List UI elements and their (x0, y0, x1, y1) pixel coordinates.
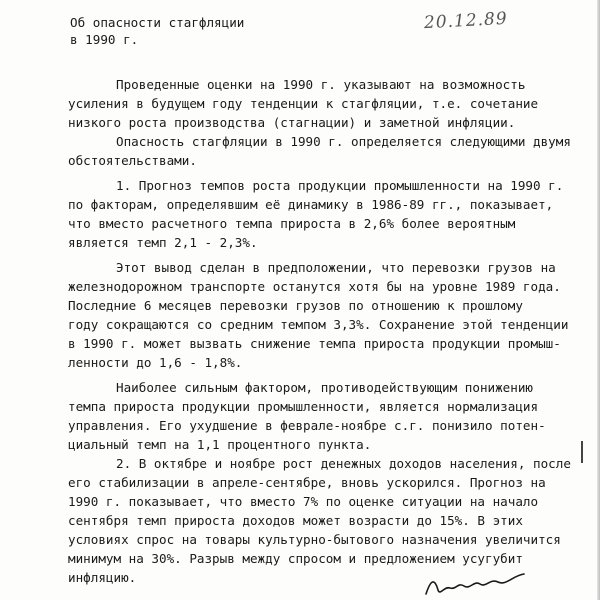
text-line: темпа прироста продукции промышленности, является нормализация (68, 399, 539, 414)
text-line: минимум на 30%. Разрыв между спросом и предложением усугубит (68, 551, 523, 566)
title-line-1: Об опасности стагфляции (70, 15, 245, 30)
text-line: 1. Прогноз темпов роста продукции промышленности на 1990 г. (116, 178, 564, 193)
handwritten-date: 20.12.89 (423, 8, 509, 34)
paragraph-5 (68, 378, 596, 454)
paragraph-1 (68, 75, 596, 132)
text-line: циальный темп на 1,1 процентного пункта. (68, 437, 372, 452)
text-line: году сокращаются со средним темпом 3,3%. Сохранение этой тенденции (68, 317, 569, 332)
text-line: 1990 г. показывает, что вместо 7% по оценке ситуации на начало (68, 494, 539, 509)
text-line: Опасность стагфляции в 1990 г. определяется следующими двумя (116, 134, 571, 149)
text-line: сентября темп прироста доходов может возрасти до 15%. В этих (68, 513, 523, 528)
text-line: ленности до 1,6 - 1,8%. (68, 355, 243, 370)
paragraph-4 (68, 258, 596, 372)
text-line: Этот вывод сделан в предположении, что перевозки грузов на (116, 260, 556, 275)
text-line: в 1990 г. может вызвать снижение темпа прироста продукции промыш- (68, 336, 561, 351)
document-body (68, 75, 596, 587)
margin-mark (581, 441, 583, 463)
text-line: Проведенные оценки на 1990 г. указывают на возможность (116, 77, 526, 92)
paragraph-2 (68, 132, 596, 170)
document-heading (70, 14, 244, 48)
title-line-2: в 1990 г. (70, 32, 139, 47)
paragraph-3 (68, 176, 596, 252)
text-line: усиления в будущем году тенденции к стагфляции, т.е. сочетание (68, 96, 539, 111)
text-line: что вместо расчетного темпа прироста в 2,6% более вероятным (68, 216, 516, 231)
text-line: условиях спрос на товары культурно-бытового назначения увеличится (68, 532, 561, 547)
text-line: инфляцию. (68, 570, 137, 585)
text-line: управления. Его ухудшение в феврале-ноябре с.г. понизило потен- (68, 418, 546, 433)
text-line: его стабилизации в апреле-сентябре, вновь ускорился. Прогноз на (68, 475, 546, 490)
text-line: низкого роста производства (стагнации) и заметной инфляции. (68, 115, 516, 130)
handwritten-signature (420, 568, 530, 600)
text-line: является темп 2,1 - 2,3%. (68, 235, 258, 250)
text-line: железнодорожном транспорте останутся хотя бы на уровне 1989 года. (68, 279, 561, 294)
text-line: обстоятельствами. (68, 153, 197, 168)
text-line: Последние 6 месяцев перевозки грузов по отношению к прошлому (68, 298, 523, 313)
text-line: по факторам, определявшим её динамику в 1986-89 гг., показывает, (68, 197, 554, 212)
text-line: 2. В октябре и ноябре рост денежных доходов населения, после (116, 456, 571, 471)
text-line: Наиболее сильным фактором, противодействующим понижению (116, 380, 534, 395)
